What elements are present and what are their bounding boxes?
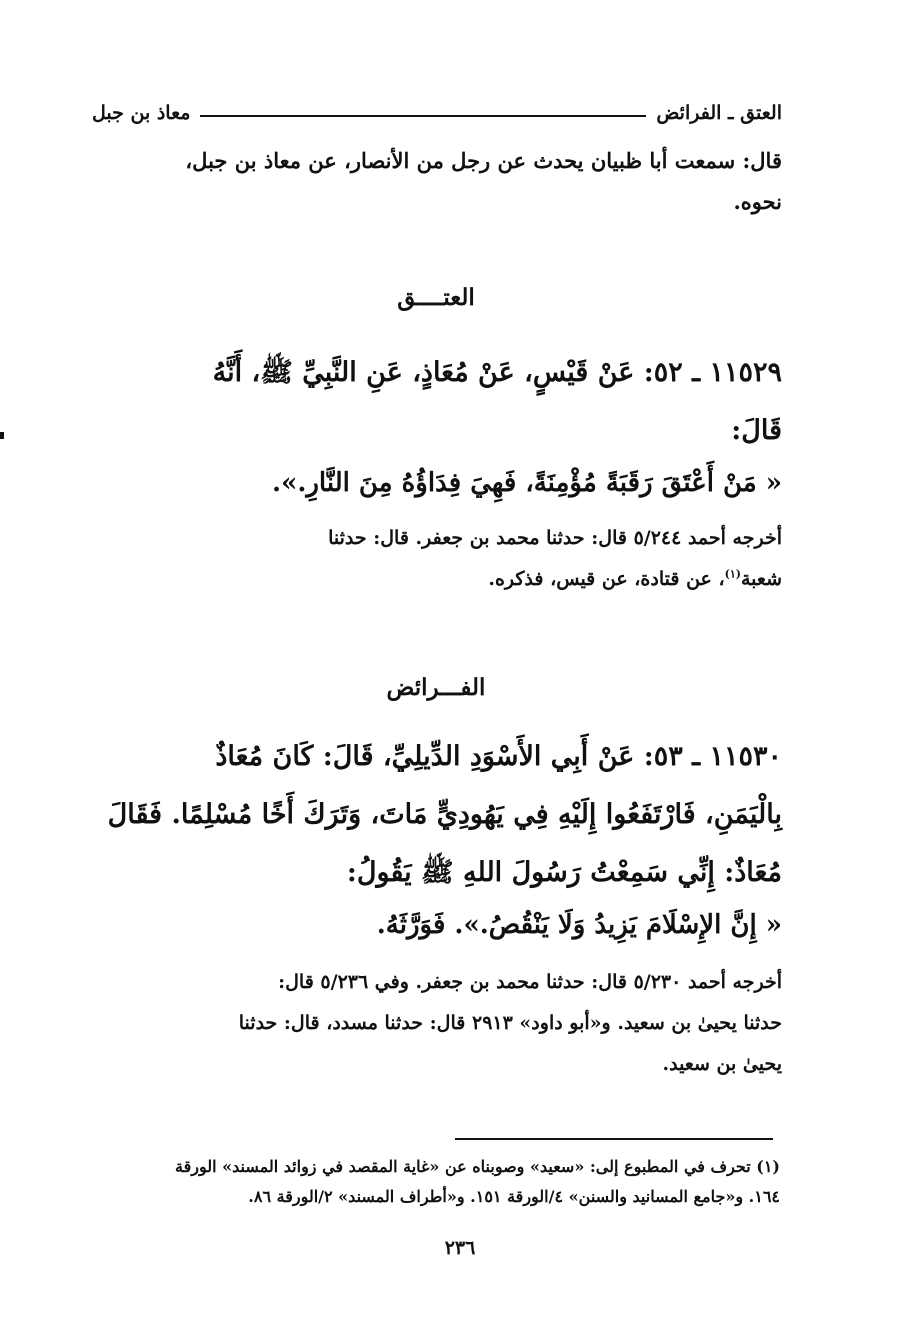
section-heading-itq: العتــــق xyxy=(397,284,475,311)
section-heading-faraid: الفـــرائض xyxy=(386,674,486,701)
quote-line: « إِنَّ الإِسْلَامَ يَزِيدُ وَلَا يَنْقُصُ.». فَوَرَّثَهُ. xyxy=(376,910,782,940)
running-head-rule xyxy=(200,115,646,117)
takhrij-line xyxy=(90,559,782,600)
takhrij-line-rest: ، عن قتادة، عن قيس، فذكره. xyxy=(488,568,725,590)
takhrij-note-word: شعبة xyxy=(740,568,782,590)
hadith-line: مُعَاذٌ: إِنِّي سَمِعْتُ رَسُولَ اللهِ ﷺ يَقُولُ: xyxy=(346,857,782,888)
continuation-paragraph xyxy=(90,140,782,222)
footnote-separator xyxy=(455,1138,773,1140)
hadith-line: ١١٥٣٠ ـ ٥٣: عَنْ أَبِي الأَسْوَدِ الدِّيلِيِّ، قَالَ: كَانَ مُعَاذٌ xyxy=(215,741,782,772)
continuation-line: قال: سمعت أبا ظبيان يحدث عن رجل من الأنصار، عن معاذ بن جبل، xyxy=(185,148,782,173)
takhrij-11530 xyxy=(90,962,782,1085)
running-head-section: العتق ـ الفرائض xyxy=(656,102,782,124)
footnote-marker: (١) xyxy=(724,567,741,581)
footnote-line: ١٦٤. و«جامع المسانيد والسنن» ٤/الورقة ١٥١. و«أطراف المسند» ٢/الورقة ٨٦. xyxy=(248,1187,780,1206)
footnote-line: (١) تحرف في المطبوع إلى: «سعيد» وصوبناه عن «غاية المقصد في زوائد المسند» الورقة xyxy=(175,1157,780,1176)
hadith-line: بِالْيَمَنِ، فَارْتَفَعُوا إِلَيْهِ فِي يَهُودِيٍّ مَاتَ، وَتَرَكَ أَخًا مُسْلِمًا. فَقَالَ xyxy=(107,799,782,830)
scan-edge-mark xyxy=(0,432,4,439)
takhrij-line: حدثنا يحيىٰ بن سعيد. و«أبو داود» ٢٩١٣ قال: حدثنا مسدد، قال: حدثنا xyxy=(238,1012,782,1034)
hadith-line: قَالَ: xyxy=(731,415,782,446)
hadith-quote-11530 xyxy=(90,900,850,950)
hadith-line: ١١٥٢٩ ـ ٥٢: عَنْ قَيْسٍ، عَنْ مُعَاذٍ، عَنِ النَّبِيِّ ﷺ، أَنَّهُ xyxy=(212,357,782,388)
running-head-author: معاذ بن جبل xyxy=(92,102,191,124)
page-number: ٢٣٦ xyxy=(444,1237,476,1259)
takhrij-11529 xyxy=(90,518,782,600)
hadith-11529 xyxy=(90,344,782,460)
quote-line: « مَنْ أَعْتَقَ رَقَبَةً مُؤْمِنَةً، فَهِيَ فِدَاؤُهُ مِنَ النَّارِ.». xyxy=(272,468,782,498)
takhrij-line: أخرجه أحمد ٥/٢٤٤ قال: حدثنا محمد بن جعفر. قال: حدثنا xyxy=(328,527,782,549)
takhrij-line: أخرجه أحمد ٥/٢٣٠ قال: حدثنا محمد بن جعفر. وفي ٥/٢٣٦ قال: xyxy=(278,971,782,993)
running-head xyxy=(92,98,782,128)
takhrij-line: يحيىٰ بن سعيد. xyxy=(662,1053,782,1075)
footnote-1 xyxy=(108,1152,780,1212)
continuation-line: نحوه. xyxy=(733,189,782,214)
hadith-11530 xyxy=(90,728,782,902)
hadith-quote-11529 xyxy=(90,458,850,508)
